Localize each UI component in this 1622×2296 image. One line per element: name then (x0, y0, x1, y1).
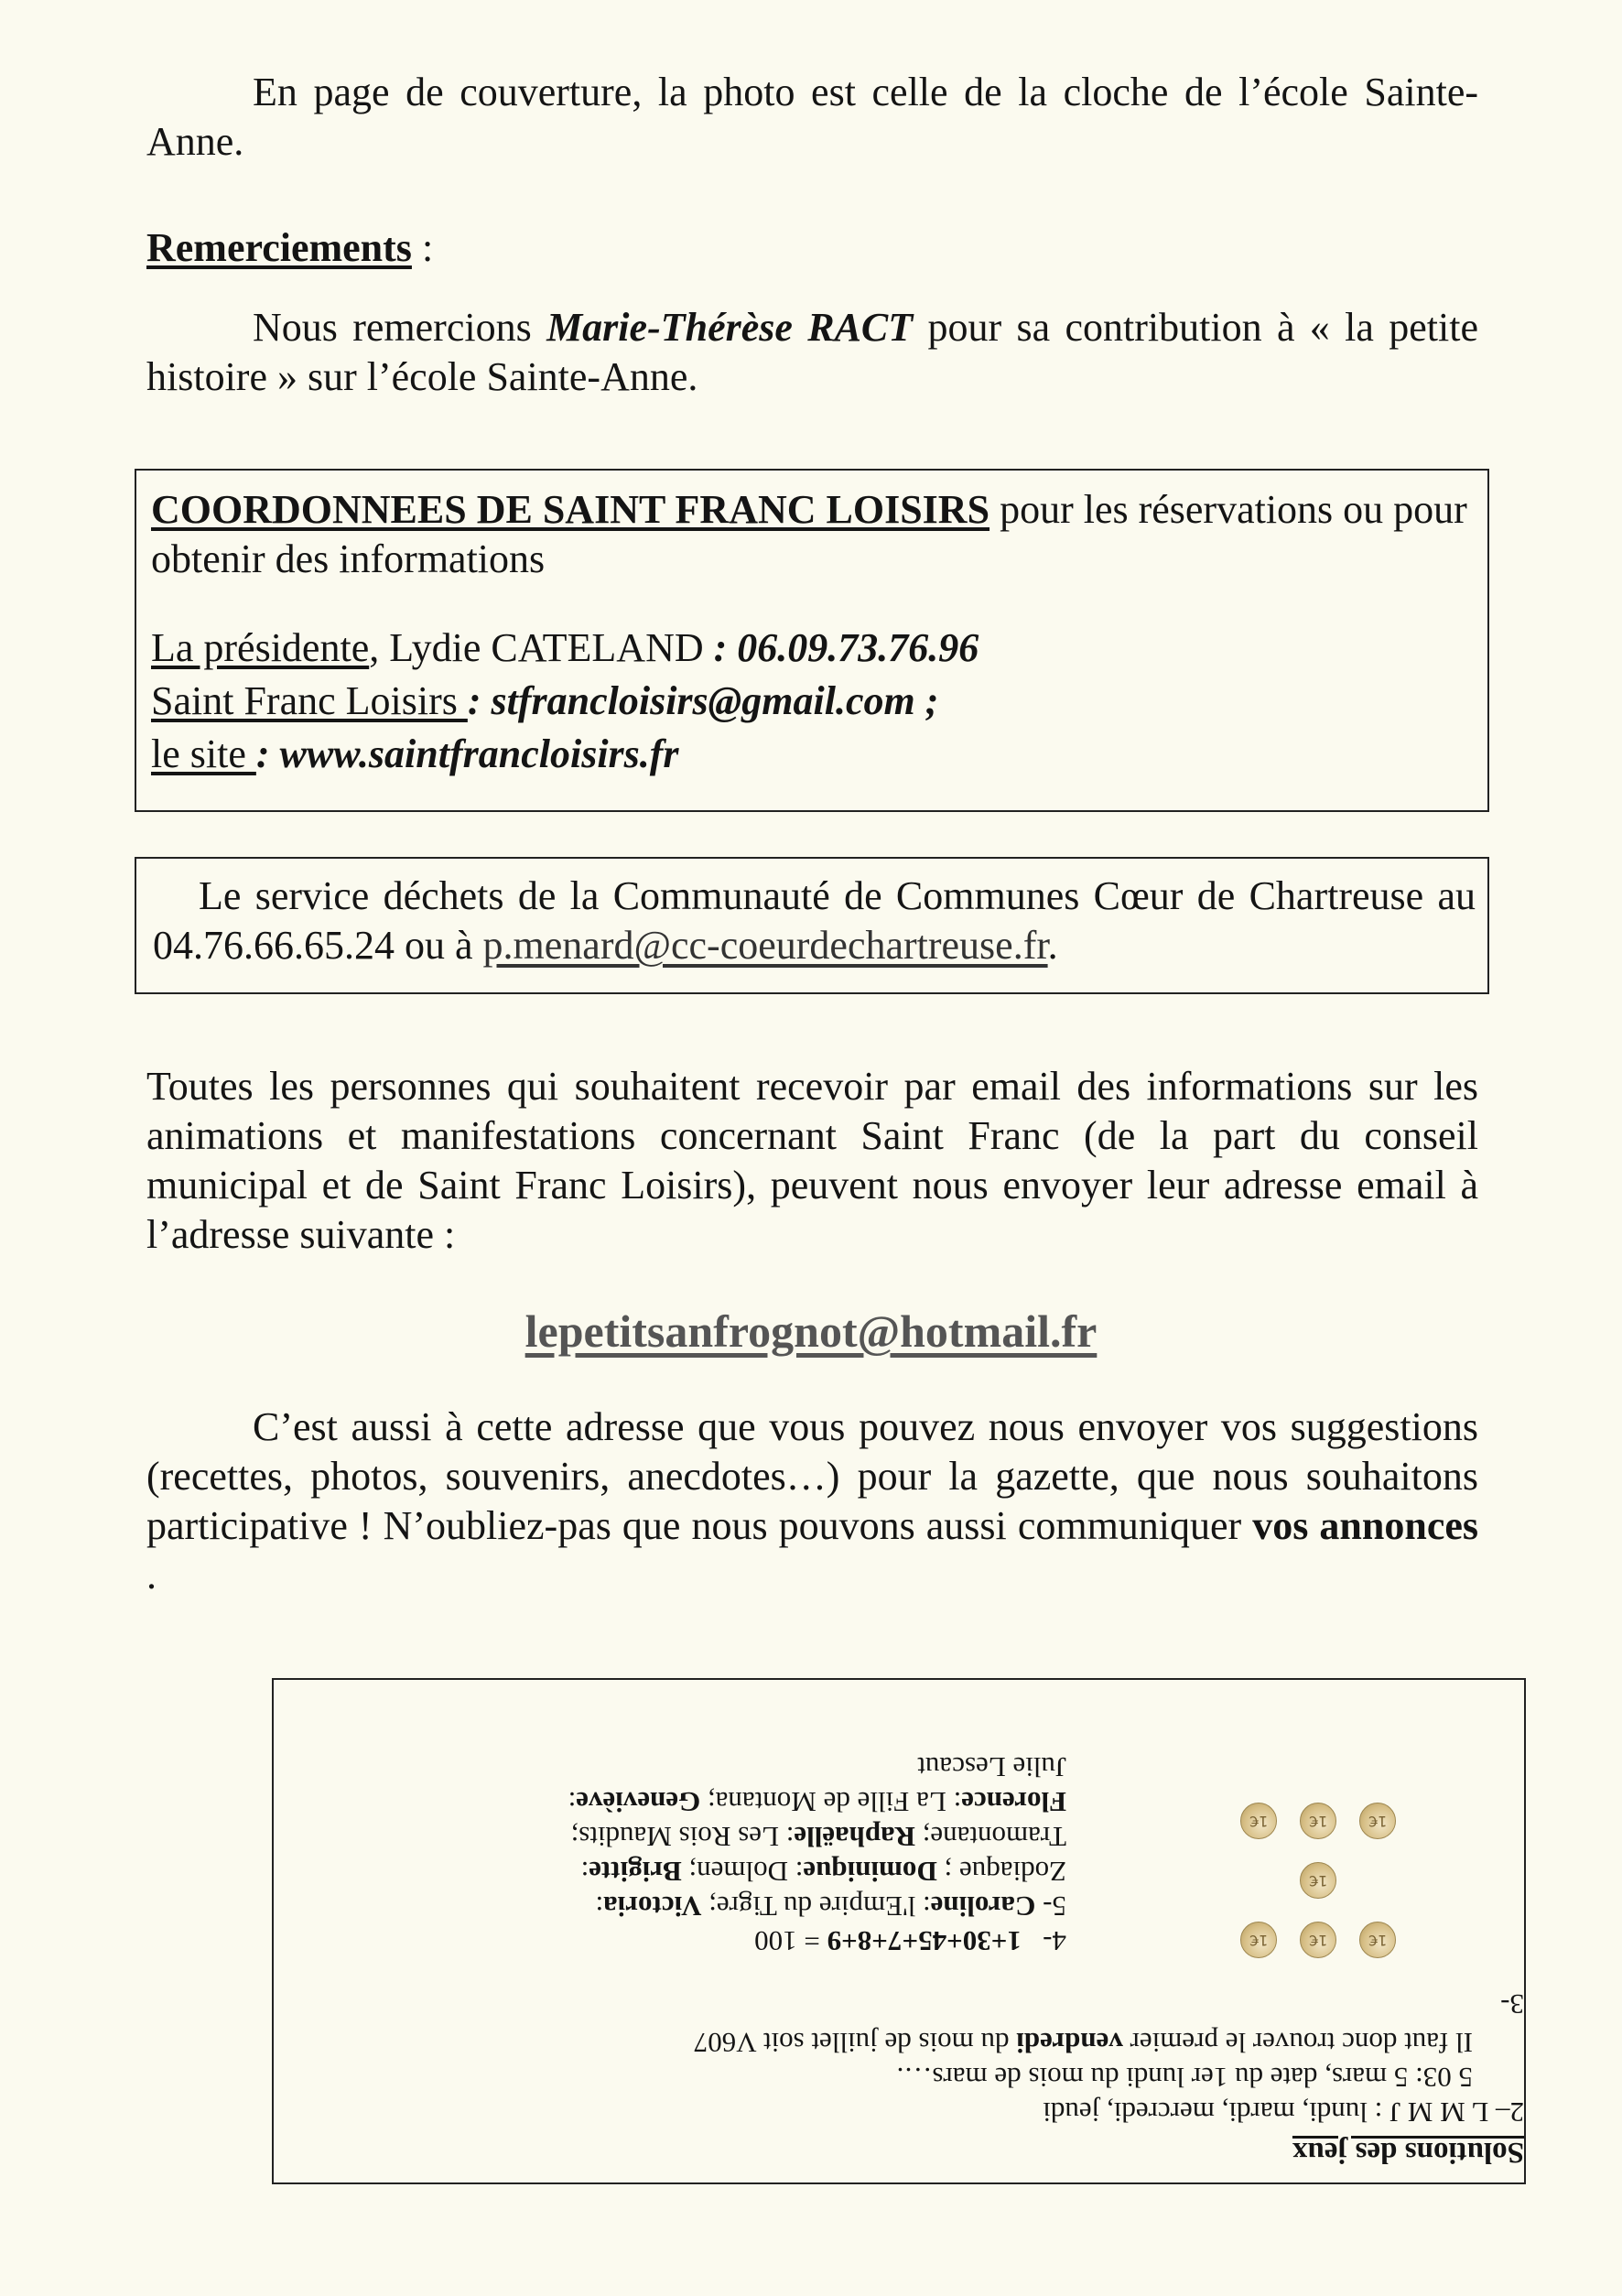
solutions-box (272, 1678, 1526, 2184)
coin-icon: 1€ (1300, 1862, 1336, 1899)
thanks-pre: Nous remercions (253, 305, 547, 350)
president-phone: : 06.09.73.76.96 (703, 625, 979, 670)
answer-tramontane: Tramontane; (914, 1821, 1066, 1853)
answer-caroline: Caroline (930, 1890, 1036, 1922)
newsletter-text: Toutes les personnes qui souhaitent recevoir par email des informations sur les animations et manifestations concernant Saint Franc (de la part du conseil municipal et de Saint Franc Loisirs), peuvent nous envoyer leur adresse email à l’adresse suivante : (146, 1064, 1478, 1257)
thanks-heading: Remerciements (146, 225, 412, 270)
answer-rois-maudits: : Les Rois Maudits; (570, 1821, 795, 1853)
solution-5-line-2 (316, 1854, 1066, 1889)
waste-text: Le service déchets de la Communauté de Communes Cœur de Chartreuse au 04.76.66.65.24 ou à (153, 873, 1476, 968)
suggestions-suffix: . (146, 1553, 157, 1597)
coin-icon: 1€ (1359, 1803, 1396, 1839)
solutions-title: Solutions des jeux (1292, 2136, 1524, 2169)
solution-2-conclusion-post: du mois de juillet soit V607 (693, 2027, 1017, 2059)
coin-icon: 1€ (1240, 1922, 1277, 1958)
solution-2-conclusion (297, 2025, 1524, 2060)
solution-5-line-3 (316, 1819, 1066, 1854)
contact-lines (151, 622, 1478, 781)
thanks-heading-suffix: : (411, 225, 434, 270)
contact-heading-suffix: pour les réservations ou pour obtenir des informations (151, 487, 1467, 581)
thanks-post: pour sa contribution à « la petite histoire » sur l’école Sainte-Anne. (146, 305, 1478, 399)
contact-heading-paragraph (151, 485, 1478, 584)
site-url[interactable]: : www.saintfrancloisirs.fr (255, 731, 679, 776)
answer-julie-lescaut: Julie Lescaut (917, 1751, 1066, 1783)
coin-icon: 1€ (1359, 1922, 1396, 1958)
solution-4 (316, 1923, 1066, 1958)
solution-2-conclusion-pre: Il faut donc trouver le premier (1122, 2027, 1473, 2059)
site-label: le site (151, 731, 256, 776)
thanks-paragraph (146, 303, 1478, 402)
solution-4-equation: 1+30+45+7+8+9 (827, 1925, 1022, 1957)
solution-2-detail: 5 03: 5 mars, date du 1er lundi du mois de mars…. (896, 2062, 1473, 2094)
answer-genevieve-colon: : (568, 1786, 577, 1818)
solution-4-num: 4- (1043, 1925, 1066, 1957)
answer-fille-montana: : La Fille de Montana; (700, 1786, 962, 1818)
waste-box (135, 857, 1489, 994)
org-email[interactable]: : stfrancloisirs@gmail.com ; (467, 678, 939, 723)
answer-caroline-text: : l'Empire du Tigre; (701, 1890, 931, 1922)
solution-2-conclusion-bold: vendredi (1016, 2027, 1123, 2059)
waste-suffix: . (1047, 923, 1058, 968)
answer-raphaelle: Raphaëlle (794, 1821, 915, 1853)
org-label: Saint Franc Loisirs (151, 678, 468, 723)
waste-paragraph (153, 872, 1476, 970)
answer-zodiaque: Zodiaque ; (936, 1856, 1066, 1888)
president-name: , Lydie CATELAND (369, 625, 704, 670)
cover-text: En page de couverture, la photo est celle de la cloche de l’école Sainte-Anne. (146, 70, 1478, 164)
president-label: La présidente (151, 625, 370, 670)
cover-paragraph (146, 68, 1478, 167)
solution-2: 2– L M M J : lundi, mardi, mercredi, jeudi (1043, 2096, 1524, 2128)
answer-brigitte: Brigitte (589, 1856, 682, 1888)
coin-icon: 1€ (1300, 1803, 1336, 1839)
coin-icon: 1€ (1240, 1803, 1277, 1839)
newsletter-paragraph (146, 1062, 1478, 1260)
coin-icon: 1€ (1300, 1922, 1336, 1958)
solution-5-line-4 (316, 1784, 1066, 1819)
answer-florence: Florence (961, 1786, 1066, 1818)
answer-genevieve: Geneviève (576, 1786, 701, 1818)
solutions-text-block-2 (316, 1749, 1066, 1958)
solution-5-num: 5- (1035, 1890, 1066, 1922)
answer-dominique: Dominique (803, 1856, 937, 1888)
answer-victoria: Victoria (603, 1890, 702, 1922)
contact-heading: COORDONNEES DE SAINT FRANC LOISIRS (151, 487, 990, 532)
solution-5-line-1 (316, 1889, 1066, 1923)
solutions-text-block (297, 1987, 1524, 2170)
solution-4-result: = 100 (754, 1925, 827, 1957)
suggestions-paragraph (146, 1403, 1478, 1600)
answer-dolmen: : Dolmen; (681, 1856, 804, 1888)
suggestions-bold: vos annonces (1252, 1503, 1479, 1548)
solutions-rotated (274, 1680, 1524, 2182)
thanks-heading-line (146, 223, 433, 273)
waste-email[interactable]: p.menard@cc-coeurdechartreuse.fr (482, 923, 1048, 968)
contact-box (135, 469, 1489, 812)
solution-3: 3- (1500, 1988, 1524, 2020)
answer-victoria-colon: : (595, 1890, 604, 1922)
thanks-name: Marie-Thérèse RACT (546, 305, 914, 350)
answer-brigitte-colon: : (580, 1856, 589, 1888)
newsletter-email[interactable]: lepetitsanfrognot@hotmail.fr (524, 1305, 1098, 1357)
suggestions-text: C’est aussi à cette adresse que vous pouvez nous envoyer vos suggestions (recettes, photos, souvenirs, anecdotes…) pour la gazette, que nous souhaitons participative ! N’oubliez-pas que nous pouvons aussi communiquer (146, 1404, 1478, 1548)
